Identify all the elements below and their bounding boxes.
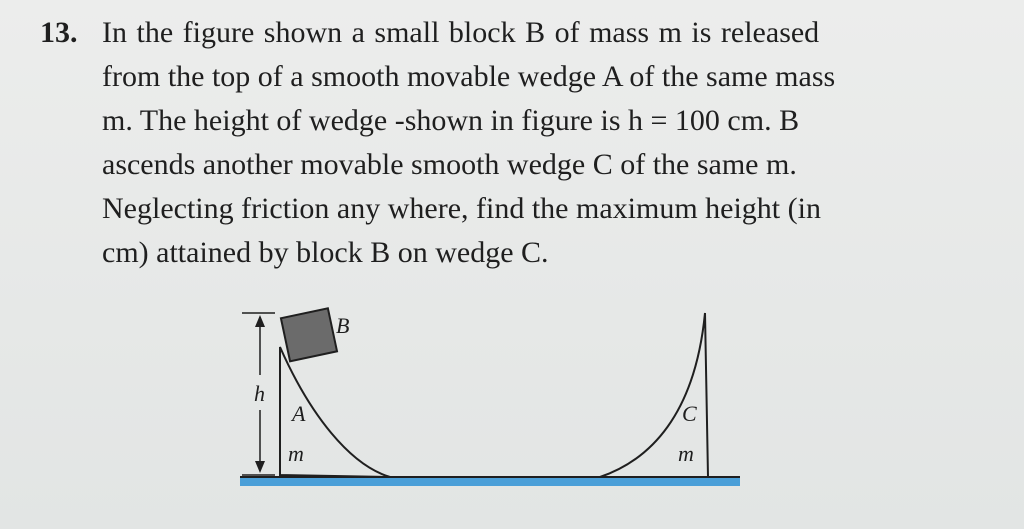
problem-line-3: m. The height of wedge -shown in figure is h = 100 cm. B (102, 104, 800, 137)
ground-surface (240, 477, 740, 486)
wedge-figure (230, 295, 750, 500)
wedge-a-label: A (292, 401, 306, 426)
wedge-c-label: C (682, 401, 697, 426)
wedge-a-mass-label: m (288, 441, 304, 466)
block-b-label: B (336, 313, 350, 338)
wedge-diagram (230, 295, 750, 500)
problem-line-2: from the top of a smooth movable wedge A of the same mass (102, 60, 836, 93)
problem-line-6: cm) attained by block B on wedge C. (102, 236, 549, 269)
problem-line-5: Neglecting friction any where, find the maximum height (in (102, 192, 821, 225)
arrow-down-icon (255, 461, 265, 473)
block-b-body (281, 308, 337, 361)
question-number: 13. (40, 16, 78, 49)
arrow-up-icon (255, 315, 265, 327)
problem-line-4: ascends another movable smooth wedge C of the same m. (102, 148, 797, 181)
block-b (281, 308, 337, 361)
wedge-c-mass-label: m (678, 441, 694, 466)
problem-line-1: In the figure shown a small block B of mass m is released (102, 16, 820, 49)
height-label: h (254, 381, 265, 406)
